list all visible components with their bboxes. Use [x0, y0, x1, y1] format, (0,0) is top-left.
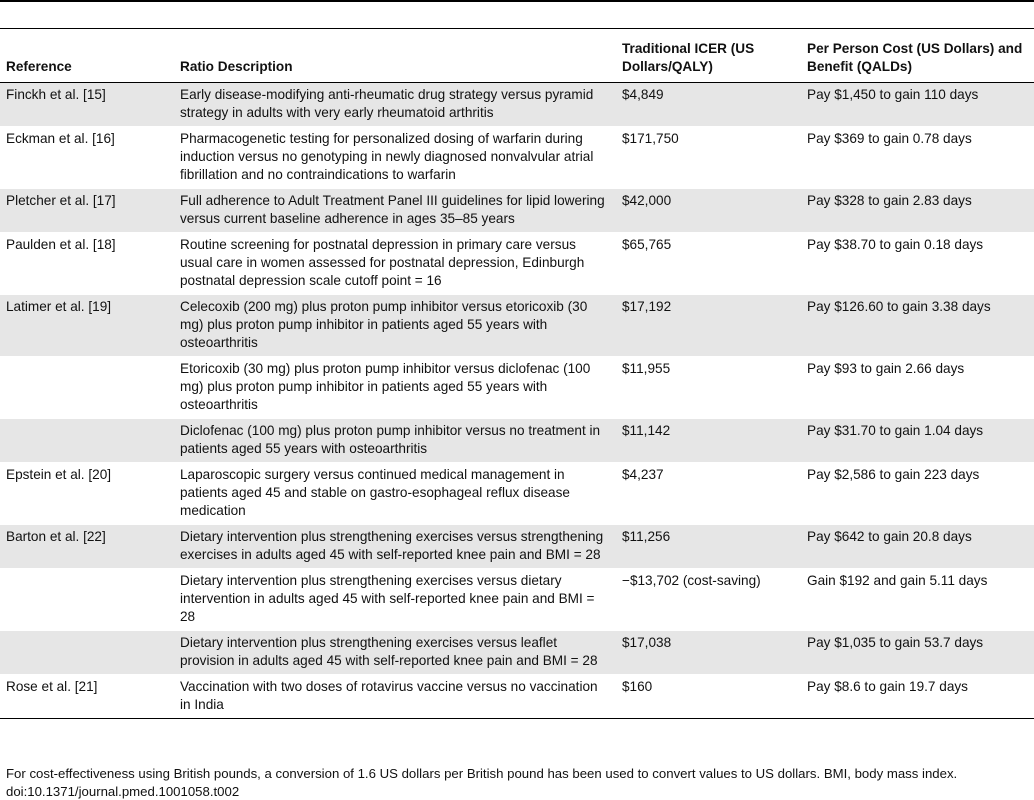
cell-cost-benefit: Pay $8.6 to gain 19.7 days: [801, 674, 1034, 718]
table-footnote: [6, 765, 1030, 800]
cell-cost-benefit: Pay $2,586 to gain 223 days: [801, 462, 1034, 524]
cell-cost-benefit: Pay $369 to gain 0.78 days: [801, 126, 1034, 188]
cell-reference: Pletcher et al. [17]: [0, 188, 174, 232]
table-row: [0, 188, 1034, 232]
cell-reference: [0, 568, 174, 630]
cell-cost-benefit: Pay $31.70 to gain 1.04 days: [801, 418, 1034, 462]
cell-reference: Paulden et al. [18]: [0, 232, 174, 294]
cell-description: Dietary intervention plus strengthening exercises versus strengthening exercises in adults aged 45 with self-reported knee pain and BMI = 28: [174, 524, 616, 568]
cell-description: Pharmacogenetic testing for personalized dosing of warfarin during induction versus no genotyping in newly diagnosed nonvalvular atrial fibrillation and no contraindications to warfarin: [174, 126, 616, 188]
cell-description: Routine screening for postnatal depression in primary care versus usual care in women assessed for postnatal depression, Edinburgh postnatal depression scale cutoff point = 16: [174, 232, 616, 294]
cell-reference: Rose et al. [21]: [0, 674, 174, 718]
cell-icer: $4,849: [616, 82, 801, 126]
cell-reference: [0, 418, 174, 462]
cell-icer: $17,038: [616, 630, 801, 674]
cell-reference: Latimer et al. [19]: [0, 294, 174, 356]
cell-description: Dietary intervention plus strengthening exercises versus leaflet provision in adults aged 45 with self-reported knee pain and BMI = 28: [174, 630, 616, 674]
cell-reference: [0, 630, 174, 674]
cell-reference: Barton et al. [22]: [0, 524, 174, 568]
cell-reference: Finckh et al. [15]: [0, 82, 174, 126]
cell-icer: $171,750: [616, 126, 801, 188]
cell-description: Full adherence to Adult Treatment Panel III guidelines for lipid lowering versus current baseline adherence in ages 35–85 years: [174, 188, 616, 232]
table-body: [0, 82, 1034, 718]
cell-description: Diclofenac (100 mg) plus proton pump inhibitor versus no treatment in patients aged 55 years with osteoarthritis: [174, 418, 616, 462]
table-header: [0, 34, 1034, 82]
table-row: [0, 418, 1034, 462]
header-per-person-cost-benefit: Per Person Cost (US Dollars) and Benefit (QALDs): [801, 34, 1034, 82]
table-row: [0, 294, 1034, 356]
cell-description: Vaccination with two doses of rotavirus vaccine versus no vaccination in India: [174, 674, 616, 718]
cell-cost-benefit: Pay $93 to gain 2.66 days: [801, 356, 1034, 418]
footnote-text: For cost-effectiveness using British pounds, a conversion of 1.6 US dollars per British pound has been used to convert values to US dollars. BMI, body mass index.: [6, 766, 958, 781]
cell-description: Etoricoxib (30 mg) plus proton pump inhibitor versus diclofenac (100 mg) plus proton pump inhibitor in patients aged 55 years with osteoarthritis: [174, 356, 616, 418]
table-row: [0, 82, 1034, 126]
table-row: [0, 674, 1034, 718]
table-row: [0, 524, 1034, 568]
cell-cost-benefit: Pay $1,450 to gain 110 days: [801, 82, 1034, 126]
cell-description: Celecoxib (200 mg) plus proton pump inhibitor versus etoricoxib (30 mg) plus proton pump inhibitor in patients aged 55 years with osteoarthritis: [174, 294, 616, 356]
table-row: [0, 462, 1034, 524]
cell-icer: $65,765: [616, 232, 801, 294]
table-row: [0, 568, 1034, 630]
top-rule: [0, 0, 1034, 2]
table-row: [0, 232, 1034, 294]
table-row: [0, 126, 1034, 188]
cell-cost-benefit: Pay $126.60 to gain 3.38 days: [801, 294, 1034, 356]
cell-cost-benefit: Pay $38.70 to gain 0.18 days: [801, 232, 1034, 294]
table-row: [0, 356, 1034, 418]
cell-reference: Eckman et al. [16]: [0, 126, 174, 188]
cell-cost-benefit: Pay $642 to gain 20.8 days: [801, 524, 1034, 568]
cell-cost-benefit: Pay $328 to gain 2.83 days: [801, 188, 1034, 232]
cell-description: Laparoscopic surgery versus continued medical management in patients aged 45 and stable on gastro-esophageal reflux disease medication: [174, 462, 616, 524]
cell-icer: $11,142: [616, 418, 801, 462]
cell-description: Dietary intervention plus strengthening exercises versus dietary intervention in adults aged 45 with self-reported knee pain and BMI = 28: [174, 568, 616, 630]
cost-effectiveness-table: [0, 34, 1034, 719]
cell-icer: $160: [616, 674, 801, 718]
header-reference: Reference: [0, 34, 174, 82]
cell-icer: $17,192: [616, 294, 801, 356]
header-rule: [0, 28, 1034, 29]
table-row: [0, 630, 1034, 674]
cell-icer: $11,256: [616, 524, 801, 568]
cell-description: Early disease-modifying anti-rheumatic drug strategy versus pyramid strategy in adults with very early rheumatoid arthritis: [174, 82, 616, 126]
cell-cost-benefit: Gain $192 and gain 5.11 days: [801, 568, 1034, 630]
cell-icer: $11,955: [616, 356, 801, 418]
cell-cost-benefit: Pay $1,035 to gain 53.7 days: [801, 630, 1034, 674]
doi-text: doi:10.1371/journal.pmed.1001058.t002: [6, 784, 240, 799]
header-ratio-description: Ratio Description: [174, 34, 616, 82]
cell-icer: −$13,702 (cost-saving): [616, 568, 801, 630]
cell-reference: [0, 356, 174, 418]
cell-reference: Epstein et al. [20]: [0, 462, 174, 524]
cell-icer: $42,000: [616, 188, 801, 232]
cell-icer: $4,237: [616, 462, 801, 524]
header-traditional-icer: Traditional ICER (US Dollars/QALY): [616, 34, 801, 82]
